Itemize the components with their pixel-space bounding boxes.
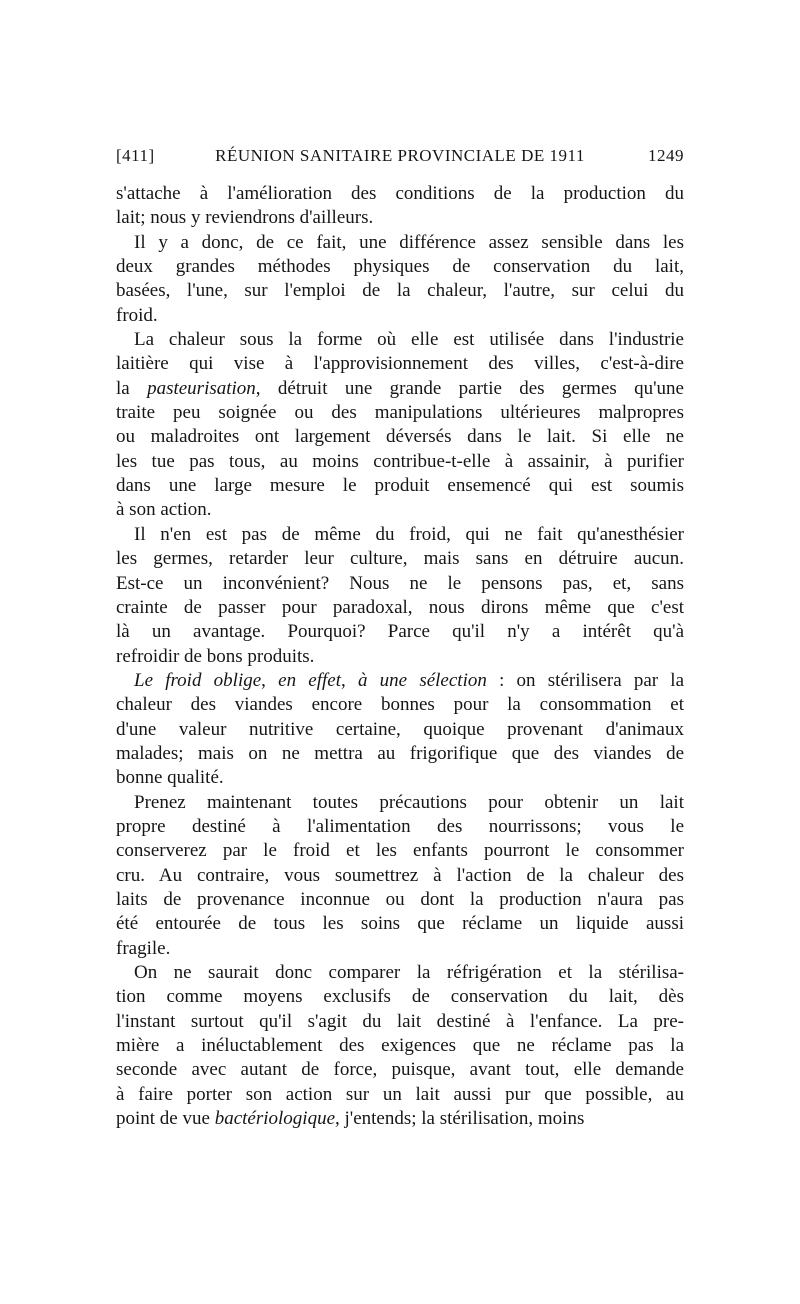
text-line: propre destiné à l'alimentation des nourrissons; vous le <box>116 815 684 837</box>
text-run: point de vue <box>116 1108 215 1130</box>
paragraph <box>116 328 684 523</box>
text-line: Il y a donc, de ce fait, une différence assez sensible dans les <box>134 231 684 253</box>
text-line <box>116 669 684 693</box>
text-line: traite peu soignée ou des manipulations ultérieures malpropres <box>116 402 684 424</box>
text-run: : on stérilisera par la <box>486 669 685 691</box>
text-line: dans une large mesure le produit ensemencé qui est soumis <box>116 475 684 497</box>
text-line: froid. <box>116 304 158 326</box>
italic-text: en effet <box>278 669 341 691</box>
italic-text: pasteurisation <box>147 377 256 399</box>
text-line: Prenez maintenant toutes précautions pour obtenir un lait <box>134 791 684 813</box>
text-line <box>116 377 684 401</box>
text-run: , j'entends; la stérilisation, moins <box>335 1108 585 1130</box>
text-run: la <box>116 377 148 399</box>
text-line: bonne qualité. <box>116 767 224 789</box>
text-line: On ne saurait donc comparer la réfrigération et la stérilisa- <box>134 962 684 983</box>
text-line: mière a inéluctablement des exigences que ne réclame pas la <box>116 1035 684 1057</box>
italic-text: Le froid oblige <box>134 669 262 691</box>
text-line: conserverez par le froid et les enfants pourront le consommer <box>116 840 684 862</box>
text-run: , <box>261 669 279 691</box>
text-line: chaleur des viandes encore bonnes pour la consommation et <box>116 694 684 716</box>
text-line: fragile. <box>116 937 171 959</box>
text-run: , <box>341 669 358 691</box>
italic-text: bactériologique <box>214 1108 335 1130</box>
text-line: deux grandes méthodes physiques de conservation du lait, <box>116 256 684 278</box>
text-line: ou maladroites ont largement déversés dans le lait. Si elle ne <box>116 426 684 448</box>
text-line: là un avantage. Pourquoi? Parce qu'il n'y a intérêt qu'à <box>116 621 684 643</box>
text-line: malades; mais on ne mettra au frigorifique que des viandes de <box>116 742 684 764</box>
text-line: à faire porter son action sur un lait aussi pur que possible, au <box>116 1083 684 1105</box>
text-line: lait; nous y reviendrons d'ailleurs. <box>116 207 374 229</box>
paragraph <box>116 791 684 961</box>
text-line: cru. Au contraire, vous soumettrez à l'action de la chaleur des <box>116 864 684 886</box>
body-text <box>116 182 684 1131</box>
text-line: crainte de passer pour paradoxal, nous dirons même que c'est <box>116 596 684 618</box>
text-line <box>116 1107 684 1131</box>
text-line: Il n'en est pas de même du froid, qui ne fait qu'anesthésier <box>134 523 684 545</box>
text-line: les germes, retarder leur culture, mais sans en détruire aucun. <box>116 548 684 570</box>
text-run: , détruit une grande partie des germes qu'une <box>255 377 684 399</box>
text-line: laitière qui vise à l'approvisionnement des villes, c'est-à-dire <box>116 353 684 375</box>
paragraph <box>116 231 684 328</box>
text-line: à son action. <box>116 499 212 521</box>
header-title: RÉUNION SANITAIRE PROVINCIALE DE 1911 <box>215 146 585 165</box>
header-bracket-number: [411] <box>116 146 155 165</box>
text-line: Est-ce un inconvénient? Nous ne le pensons pas, et, sans <box>116 572 684 594</box>
text-line: les tue pas tous, au moins contribue-t-elle à assainir, à purifier <box>116 450 684 472</box>
text-line: laits de provenance inconnue ou dont la production n'aura pas <box>116 888 684 910</box>
text-line: refroidir de bons produits. <box>116 645 315 667</box>
paragraph <box>116 961 684 1131</box>
text-line: d'une valeur nutritive certaine, quoique provenant d'animaux <box>116 718 684 740</box>
page-number: 1249 <box>648 146 684 165</box>
paragraph <box>116 182 684 231</box>
text-line: l'instant surtout qu'il s'agit du lait destiné à l'enfance. La pre- <box>116 1010 684 1032</box>
paragraph <box>116 669 684 791</box>
text-line: basées, l'une, sur l'emploi de la chaleur, l'autre, sur celui du <box>116 280 684 302</box>
italic-text: à une sélection <box>357 669 487 691</box>
text-line: seconde avec autant de force, puisque, avant tout, elle demande <box>116 1059 684 1081</box>
running-header <box>116 146 684 170</box>
text-line: tion comme moyens exclusifs de conservation du lait, dès <box>116 986 684 1008</box>
text-line: s'attache à l'amélioration des conditions de la production du <box>116 183 684 204</box>
text-line: La chaleur sous la forme où elle est utilisée dans l'industrie <box>134 329 684 351</box>
paragraph <box>116 523 684 669</box>
text-line: été entourée de tous les soins que réclame un liquide aussi <box>116 913 684 935</box>
